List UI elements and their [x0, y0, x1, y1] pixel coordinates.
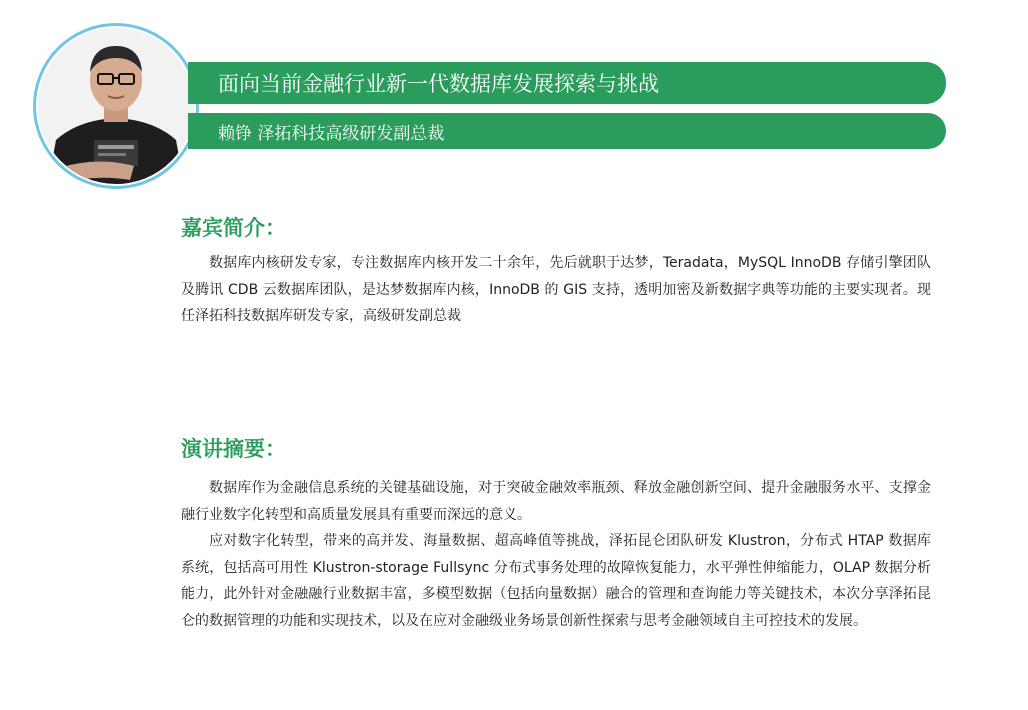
speaker-avatar [38, 28, 194, 184]
bio-text: 数据库内核研发专家，专注数据库内核开发二十余年，先后就职于达梦，Teradata，MySQL InnoDB 存储引擎团队及腾讯 CDB 云数据库团队，是达梦数据库内核，InnoDB 的 GIS 支持，透明加密及新数据字典等功能的主要实现者。现任泽拓科技数据库研发专家，高级研发副总裁 [181, 255, 931, 324]
abstract-heading: 演讲摘要： [181, 437, 286, 461]
talk-title: 面向当前金融行业新一代数据库发展探索与挑战 [218, 72, 659, 96]
abstract-paragraph-1: 数据库作为金融信息系统的关键基础设施，对于突破金融效率瓶颈、释放金融创新空间、提升金融服务水平、支撑金融行业数字化转型和高质量发展具有重要而深远的意义。 [181, 480, 931, 523]
talk-title-banner [188, 62, 946, 104]
speaker-name-title: 赖铮 泽拓科技高级研发副总裁 [218, 123, 445, 144]
speaker-banner [188, 113, 946, 149]
bio-heading: 嘉宾简介： [181, 216, 286, 240]
abstract-paragraph-2: 应对数字化转型，带来的高并发、海量数据、超高峰值等挑战，泽拓昆仑团队研发 Klustron，分布式 HTAP 数据库系统，包括高可用性 Klustron-storage Fullsync 分布式事务处理的故障恢复能力，水平弹性伸缩能力，OLAP 数据分析能力，此外针对金融融行业数据丰富，多模型数据（包括向量数据）融合的管理和查询能力等关键技术，本次分享泽拓昆仑的数据管理的功能和实现技术，以及在应对金融级业务场景创新性探索与思考金融领域自主可控技术的发展。 [181, 533, 931, 629]
